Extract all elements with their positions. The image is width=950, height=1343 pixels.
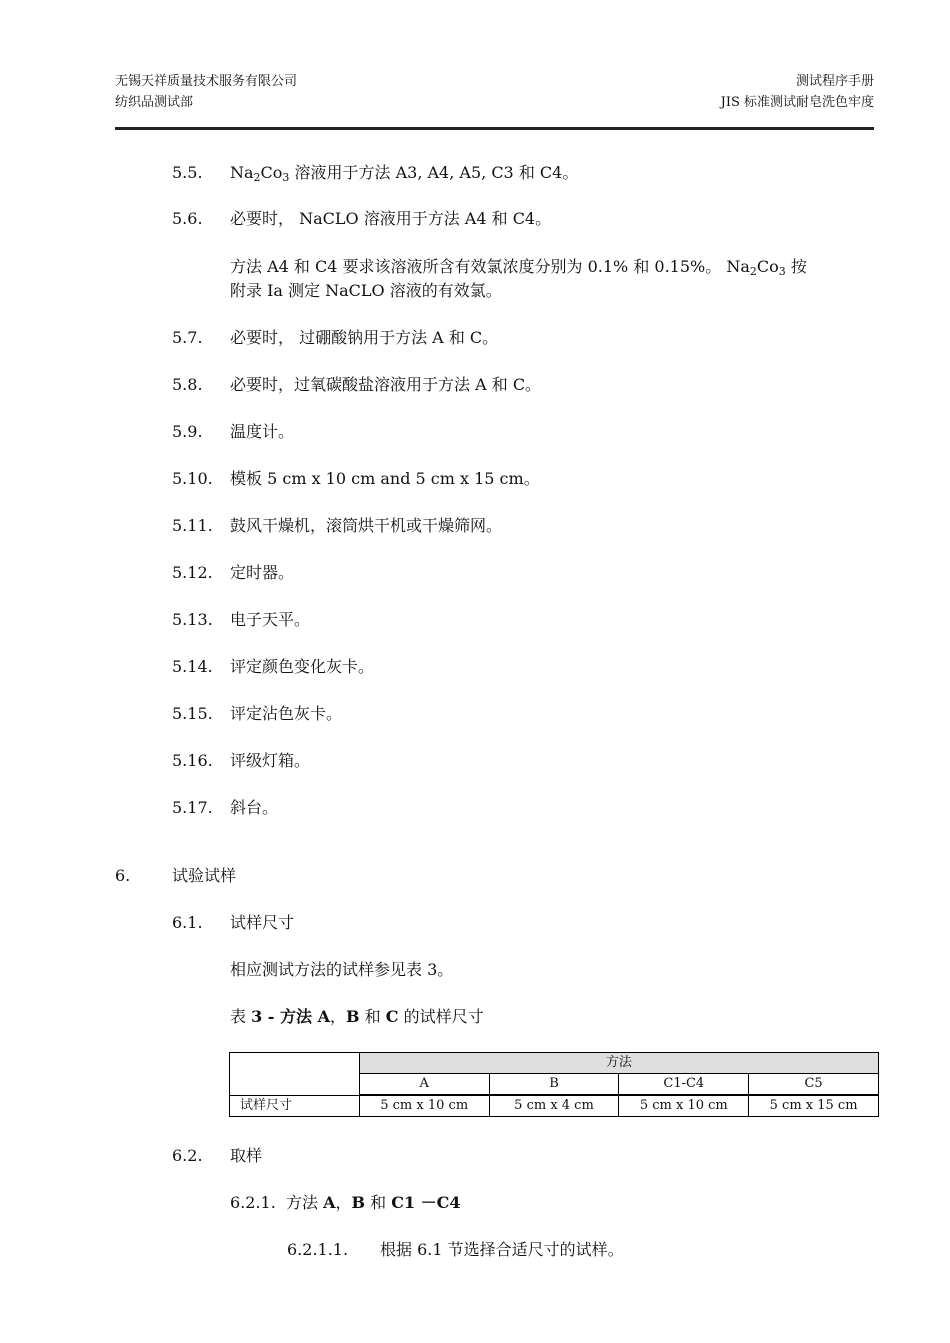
list-item [172,163,203,183]
list-item-text: 温度计。 [230,422,295,441]
list-item-text: $Na_2Co_3$ 溶液用于方法 A3, A4, A5, C3 和 C4。 [230,163,579,184]
list-item-text: 鼓风干燥机，滚筒烘干机或干燥筛网。 [230,516,503,535]
item-number: 5.5. [172,163,203,182]
item-number: 5.13. [172,610,213,629]
page-header-left [115,71,297,113]
item-number: 6.2. [172,1146,203,1165]
list-item-text: 斜台。 [230,798,279,817]
table-cell: 5 cm x 10 cm [619,1095,749,1117]
list-item-text: 必要时， NaCLO 溶液用于方法 A4 和 C4。 [230,209,552,228]
subsection-title: 取样 [230,1146,263,1165]
list-item-text: 电子天平。 [230,610,311,629]
list-item-text: 评级灯箱。 [230,751,311,770]
list-item-text: 定时器。 [230,563,295,582]
paragraph: 方法 A4 和 C4 要求该溶液所含有效氯浓度分别为 0.1% 和 0.15%。 $Na_2Co_3$ 按 附录 Ia 测定 NaCLO 溶液的有效氯。 [230,257,807,300]
item-number: 5.12. [172,563,213,582]
table-cell: 5 cm x 15 cm [749,1095,879,1117]
list-item-text: 模板 5 cm x 10 cm and 5 cm x 15 cm。 [230,469,540,488]
table-corner-cell [230,1053,360,1096]
item-number: 5.9. [172,422,203,441]
company-name: 无锡天祥质量技术服务有限公司 [115,74,298,89]
item-number: 5.11. [172,516,213,535]
table-row-label: 试样尺寸 [230,1095,360,1117]
item-number: 6.1. [172,913,203,932]
item-number: 5.8. [172,375,203,394]
table-row [230,1053,879,1074]
item-number: 5.14. [172,657,213,676]
header-divider [115,127,874,130]
manual-title: 测试程序手册 [795,74,874,89]
item-number: 5.10. [172,469,213,488]
list-item-text: 必要时，过氧碳酸盐溶液用于方法 A 和 C。 [230,375,542,394]
table-cell: 5 cm x 4 cm [489,1095,619,1117]
section-title: 试验试样 [172,866,237,885]
table-row [230,1095,879,1117]
table-column-header: C5 [749,1074,879,1096]
standard-title: JIS 标准测试耐皂洗色牢度 [720,95,874,110]
item-number: 5.16. [172,751,213,770]
item-number: 5.15. [172,704,213,723]
item-number: 5.7. [172,328,203,347]
subsection-heading: 6.2.1. 方法 A，B 和 C1 －C4 [230,1193,461,1212]
table-header-method: 方法 [359,1053,878,1074]
item-number: 5.17. [172,798,213,817]
item-number: 6.2.1.1. [287,1240,349,1259]
table-column-header: C1-C4 [619,1074,749,1096]
section-number: 6. [115,866,131,885]
paragraph: 相应测试方法的试样参见表 3。 [230,960,454,979]
specimen-size-table [229,1052,879,1117]
subsection-title: 试样尺寸 [230,913,295,932]
page-header-right [721,71,874,113]
table-caption: 表 3 - 方法 A，B 和 C 的试样尺寸 [230,1007,484,1026]
item-number: 5.6. [172,209,203,228]
table-column-header: A [359,1074,489,1096]
list-item-text: 根据 6.1 节选择合适尺寸的试样。 [380,1240,624,1259]
table-column-header: B [489,1074,619,1096]
table-cell: 5 cm x 10 cm [359,1095,489,1117]
list-item-text: 评定沾色灰卡。 [230,704,343,723]
department-name: 纺织品测试部 [115,95,194,110]
list-item-text: 评定颜色变化灰卡。 [230,657,375,676]
list-item-text: 必要时， 过硼酸钠用于方法 A 和 C。 [230,328,499,347]
